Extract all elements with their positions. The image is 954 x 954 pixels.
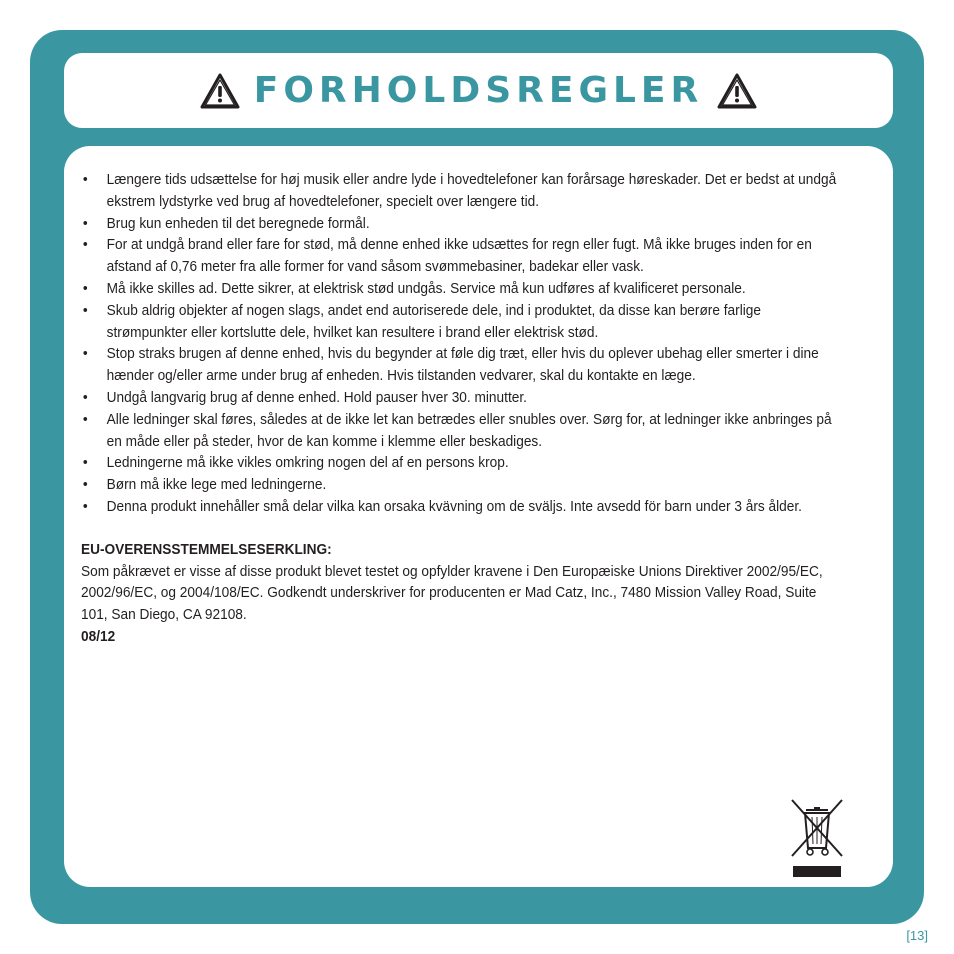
list-item: • Børn må ikke lege med ledningerne.: [81, 475, 841, 497]
precautions-list: [81, 170, 841, 519]
list-item: • Stop straks brugen af denne enhed, hvis du begynder at føle dig træt, eller hvis du oplever ubehag eller smerter i dine hænder og/eller arme under brug af enheden. Hvis tilstanden vedvarer, skal du kontakte en læge.: [81, 344, 841, 388]
revision-date: 08/12: [81, 628, 116, 645]
eu-declaration-text: Som påkrævet er visse af disse produkt blevet testet og opfylder kravene i Den Europæiske Unions Direktiver 2002/95/EC, 2002/96/EC, og 2004/108/EC. Godkendt underskriver for producenten er Mad Catz, Inc., 7480 Mission Valley Road, Suite 101, San Diego, CA 92108.: [81, 563, 823, 624]
page-title: FORHOLDSREGLER: [253, 69, 704, 111]
list-item: • Må ikke skilles ad. Dette sikrer, at elektrisk stød undgås. Service må kun udføres af kvalificeret personale.: [81, 279, 841, 301]
list-item: • Undgå langvarig brug af denne enhed. Hold pauser hver 30. minutter.: [81, 388, 841, 410]
text-body: [81, 170, 841, 649]
warning-triangle-icon: [717, 73, 757, 109]
page-number: [13]: [906, 928, 928, 943]
content-panel: [64, 146, 893, 887]
eu-declaration-heading: EU-OVERENSSTEMMELSESERKLING:: [81, 541, 332, 558]
list-item: • Ledningerne må ikke vikles omkring nogen del af en persons krop.: [81, 453, 841, 475]
list-item: • For at undgå brand eller fare for stød, må denne enhed ikke udsættes for regn eller fugt. Må ikke bruges inden for en afstand af 0,76 meter fra alle former for vand såsom svømmebasiner, badekar eller vask.: [81, 235, 841, 279]
list-item: • Brug kun enheden til det beregnede formål.: [81, 214, 841, 236]
list-item: • Alle ledninger skal føres, således at de ikke let kan betrædes eller snubles over. Sørg for, at ledninger ikke anbringes på en måde eller på steder, hvor de kan komme i klemme eller beskadiges.: [81, 410, 841, 454]
list-item: • Længere tids udsættelse for høj musik eller andre lyde i hovedtelefoner kan forårsage høreskader. Det er bedst at undgå ekstrem lydstyrke ved brug af hovedtelefoner, specielt over længere tid.: [81, 170, 841, 214]
warning-triangle-icon: [200, 73, 240, 109]
list-item: • Skub aldrig objekter af nogen slags, andet end autoriserede dele, ind i produktet, da disse kan berøre farlige strømpunkter eller kortslutte dele, hvilket kan resultere i brand eller elektrisk stød.: [81, 301, 841, 345]
list-item: • Denna produkt innehåller små delar vilka kan orsaka kvävning om de sväljs. Inte avsedd för barn under 3 års ålder.: [81, 497, 841, 519]
title-banner: [64, 53, 893, 128]
crossed-out-wheelie-bin-icon: [790, 798, 844, 878]
